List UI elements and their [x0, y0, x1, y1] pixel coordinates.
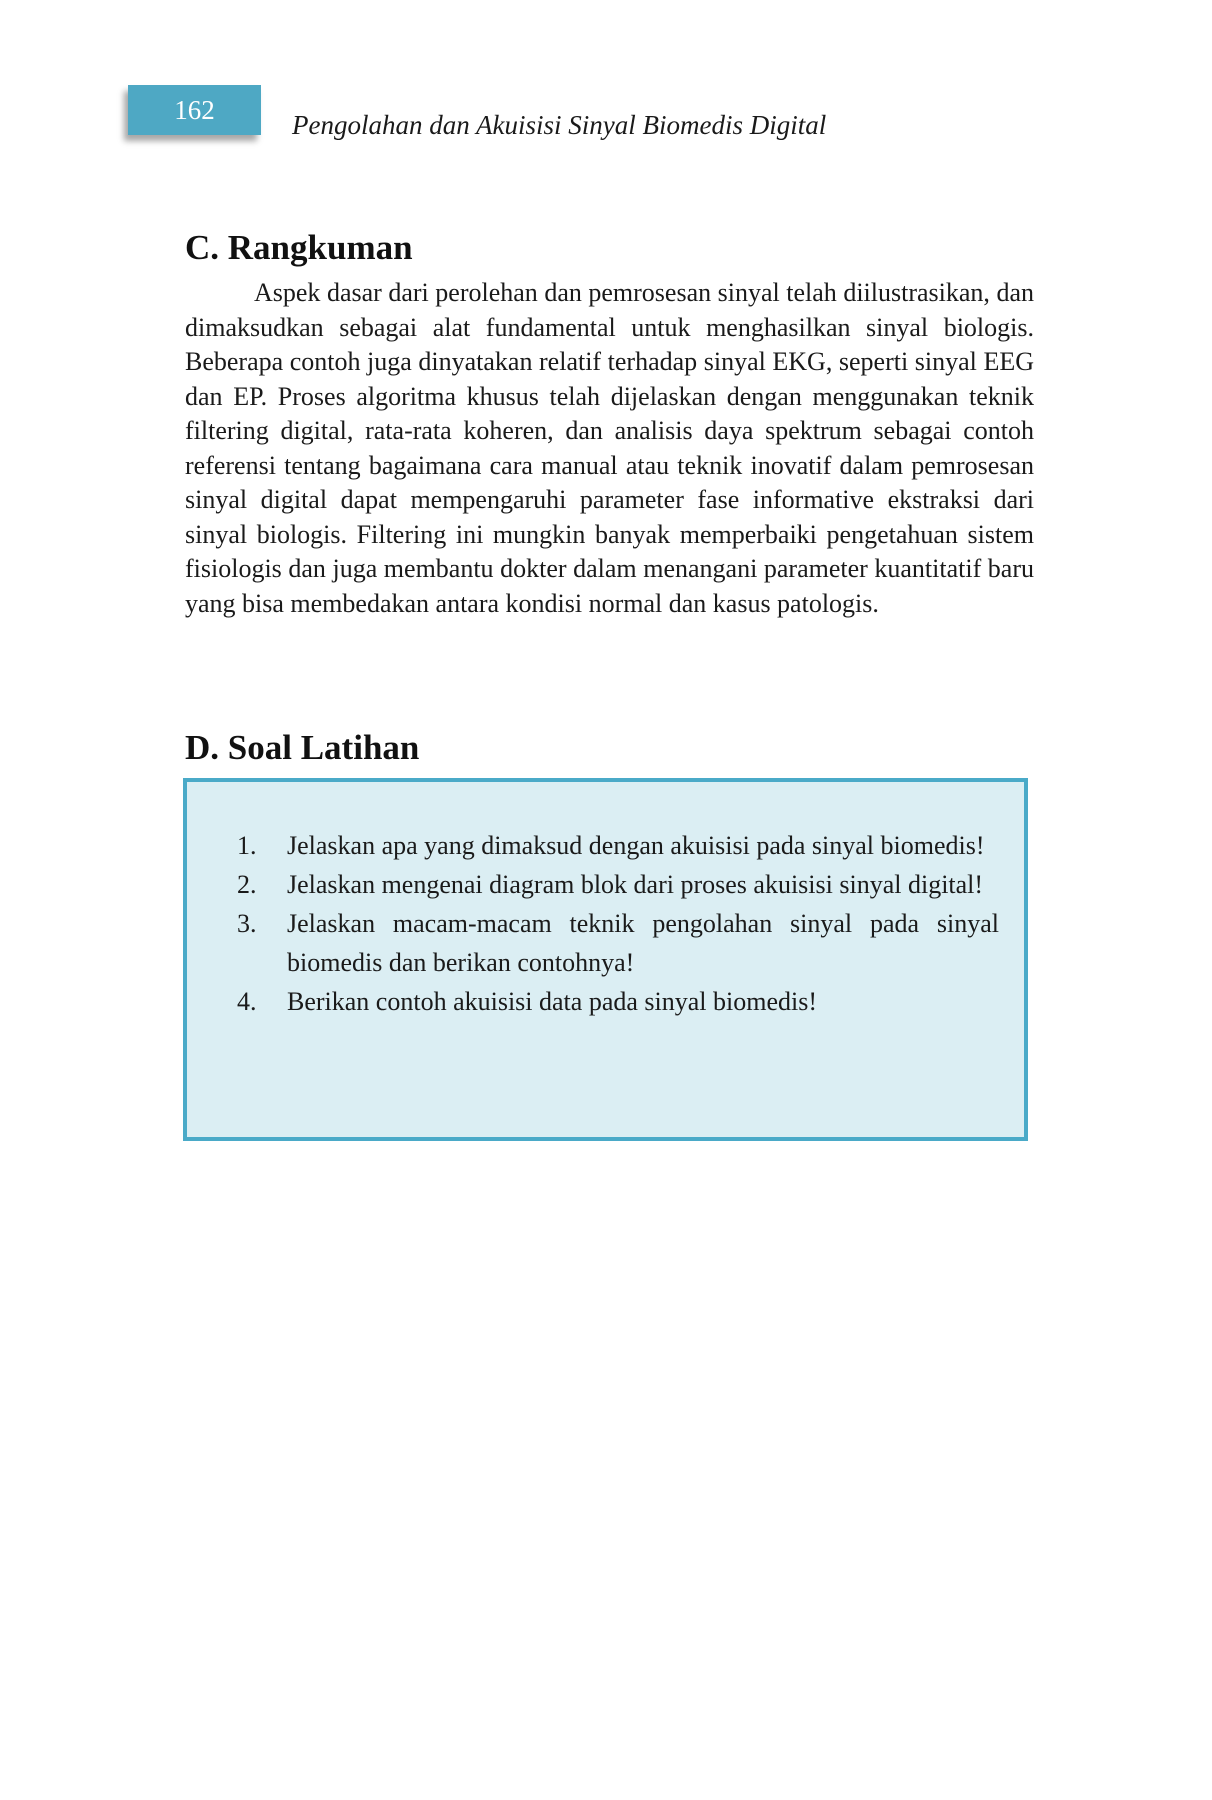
exercise-text: Berikan contoh akuisisi data pada sinyal biomedis!	[287, 987, 817, 1016]
page-number: 162	[174, 94, 215, 125]
exercise-item	[237, 904, 999, 982]
exercise-item	[237, 865, 999, 904]
exercise-number: 1.	[237, 831, 257, 860]
exercise-box	[183, 778, 1028, 1141]
exercise-list	[237, 826, 999, 1021]
exercise-number: 3.	[237, 909, 257, 938]
exercise-text: Jelaskan apa yang dimaksud dengan akuisisi pada sinyal biomedis!	[287, 831, 985, 860]
summary-paragraph: Aspek dasar dari perolehan dan pemrosesan sinyal telah diilustrasikan, dan dimaksudkan sebagai alat fundamental untuk menghasilkan sinyal biologis. Beberapa contoh juga dinyatakan relatif terhadap sinyal EKG, seperti sinyal EEG dan EP. Proses algoritma khusus telah dijelaskan dengan menggunakan teknik filtering digital, rata-rata koheren, dan analisis daya spektrum sebagai contoh referensi tentang bagaimana cara manual atau teknik inovatif dalam pemrosesan sinyal digital dapat mempengaruhi parameter fase informative ekstraksi dari sinyal biologis. Filtering ini mungkin banyak memperbaiki pengetahuan sistem fisiologis dan juga membantu dokter dalam menangani parameter kuantitatif baru yang bisa membedakan antara kondisi normal dan kasus patologis.	[185, 278, 1034, 618]
exercise-text: Jelaskan macam-macam teknik pengolahan sinyal pada sinyal biomedis dan berikan contohnya!	[287, 909, 999, 977]
exercise-number: 4.	[237, 987, 257, 1016]
exercise-number: 2.	[237, 870, 257, 899]
exercise-item	[237, 982, 999, 1021]
running-header-title: Pengolahan dan Akuisisi Sinyal Biomedis Digital	[292, 110, 827, 140]
exercise-item	[237, 826, 999, 865]
exercise-text: Jelaskan mengenai diagram blok dari proses akuisisi sinyal digital!	[287, 870, 984, 899]
section-heading-rangkuman: C. Rangkuman	[185, 228, 413, 267]
section-heading-soal-latihan: D. Soal Latihan	[185, 728, 420, 767]
page-number-badge	[128, 85, 261, 135]
